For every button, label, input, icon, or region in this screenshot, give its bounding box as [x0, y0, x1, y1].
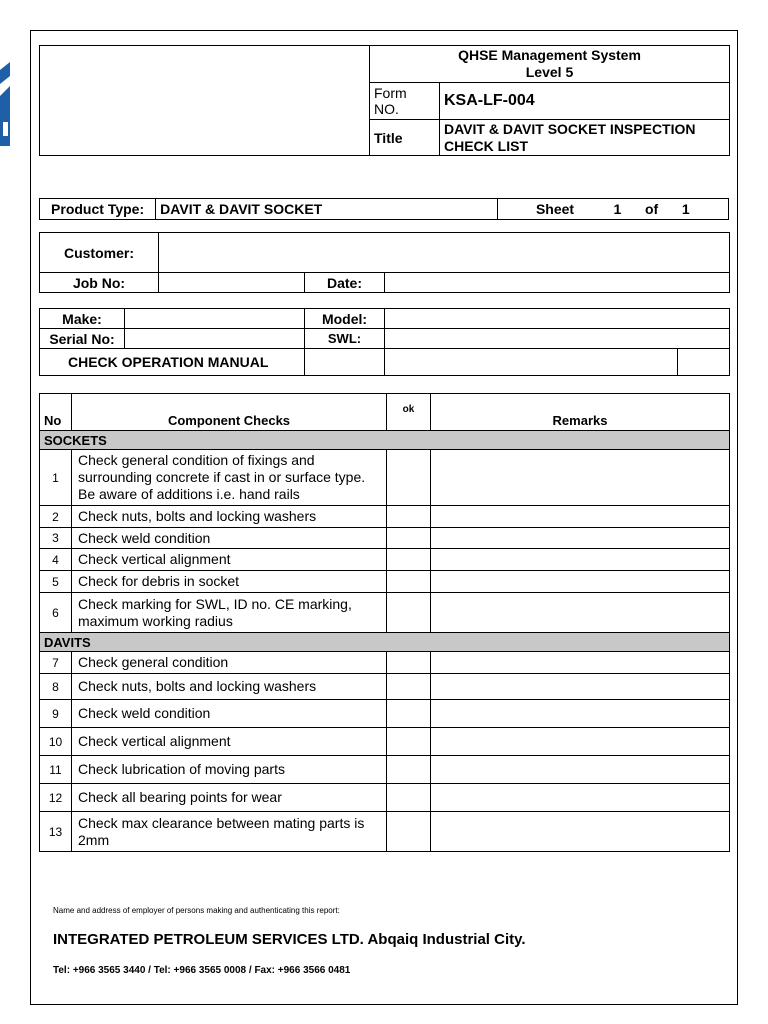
col-ok-header: ok — [387, 394, 431, 431]
swl-label: SWL: — [305, 329, 385, 349]
remarks-cell[interactable] — [431, 674, 730, 700]
header-table — [39, 45, 730, 156]
model-label: Model: — [305, 309, 385, 329]
company-logo-icon — [0, 62, 10, 146]
table-row: 11 Check lubrication of moving parts — [40, 756, 730, 784]
manual-ok-field[interactable] — [305, 349, 385, 376]
job-no-field[interactable] — [159, 273, 305, 293]
customer-label: Customer: — [40, 233, 159, 273]
ok-cell[interactable] — [387, 756, 431, 784]
ok-cell[interactable] — [387, 728, 431, 756]
ok-cell[interactable] — [387, 812, 431, 852]
table-row: 8 Check nuts, bolts and locking washers — [40, 674, 730, 700]
model-field[interactable] — [385, 309, 730, 329]
manual-extra-field[interactable] — [678, 349, 730, 376]
table-row: 12 Check all bearing points for wear — [40, 784, 730, 812]
checklist-table — [39, 393, 730, 852]
ok-cell[interactable] — [387, 549, 431, 571]
table-row: 3 Check weld condition — [40, 528, 730, 549]
swl-field[interactable] — [385, 329, 730, 349]
remarks-cell[interactable] — [431, 506, 730, 528]
table-row: 10 Check vertical alignment — [40, 728, 730, 756]
section-header-davits: DAVITS — [40, 633, 730, 652]
remarks-cell[interactable] — [431, 571, 730, 593]
table-row: 9 Check weld condition — [40, 700, 730, 728]
ok-cell[interactable] — [387, 571, 431, 593]
col-checks-header: Component Checks — [72, 394, 387, 431]
form-no-value: KSA-LF-004 — [440, 83, 730, 120]
remarks-cell[interactable] — [431, 652, 730, 674]
make-label: Make: — [40, 309, 125, 329]
serial-no-field[interactable] — [125, 329, 305, 349]
company-name: INTEGRATED PETROLEUM SERVICES LTD. Abqaiq Industrial City. — [53, 931, 526, 948]
remarks-cell[interactable] — [431, 812, 730, 852]
remarks-cell[interactable] — [431, 593, 730, 633]
manual-remarks-field[interactable] — [385, 349, 678, 376]
customer-field[interactable] — [159, 233, 730, 273]
remarks-cell[interactable] — [431, 700, 730, 728]
remarks-cell[interactable] — [431, 549, 730, 571]
product-type-label: Product Type: — [40, 199, 156, 220]
job-no-label: Job No: — [40, 273, 159, 293]
equipment-table — [39, 308, 730, 376]
table-row: 4 Check vertical alignment — [40, 549, 730, 571]
customer-table — [39, 232, 730, 293]
system-level: QHSE Management System Level 5 — [370, 46, 730, 83]
table-row: 2 Check nuts, bolts and locking washers — [40, 506, 730, 528]
table-row: 6 Check marking for SWL, ID no. CE marking, maximum working radius — [40, 593, 730, 633]
col-no-header: No — [40, 394, 72, 431]
ok-cell[interactable] — [387, 528, 431, 549]
product-type-value[interactable]: DAVIT & DAVIT SOCKET — [156, 199, 497, 220]
ok-cell[interactable] — [387, 593, 431, 633]
title-value: DAVIT & DAVIT SOCKET INSPECTION CHECK LIST — [440, 120, 730, 156]
remarks-cell[interactable] — [431, 728, 730, 756]
ok-cell[interactable] — [387, 674, 431, 700]
employer-note: Name and address of employer of persons making and authenticating this report: — [53, 906, 340, 915]
table-row: 13 Check max clearance between mating parts is 2mm — [40, 812, 730, 852]
table-row: 7 Check general condition — [40, 652, 730, 674]
table-row: 5 Check for debris in socket — [40, 571, 730, 593]
contact-details: Tel: +966 3565 3440 / Tel: +966 3565 0008 / Fax: +966 3566 0481 — [53, 965, 351, 976]
remarks-cell[interactable] — [431, 528, 730, 549]
form-no-label: Form NO. — [370, 83, 440, 120]
sheet-indicator: Sheet 1 of 1 — [497, 199, 728, 220]
product-type-table — [39, 198, 729, 220]
date-label: Date: — [305, 273, 385, 293]
form-page — [30, 30, 738, 1005]
ok-cell[interactable] — [387, 450, 431, 506]
logo-area — [40, 46, 370, 156]
remarks-cell[interactable] — [431, 450, 730, 506]
remarks-cell[interactable] — [431, 784, 730, 812]
table-row: 1 Check general condition of fixings and surrounding concrete if cast in or surface type. Be aware of additions i.e. hand rails — [40, 450, 730, 506]
col-remarks-header: Remarks — [431, 394, 730, 431]
make-field[interactable] — [125, 309, 305, 329]
ok-cell[interactable] — [387, 784, 431, 812]
remarks-cell[interactable] — [431, 756, 730, 784]
check-operation-manual-label: CHECK OPERATION MANUAL — [40, 349, 305, 376]
section-header-sockets: SOCKETS — [40, 431, 730, 450]
title-label: Title — [370, 120, 440, 156]
date-field[interactable] — [385, 273, 730, 293]
ok-cell[interactable] — [387, 506, 431, 528]
ok-cell[interactable] — [387, 652, 431, 674]
ok-cell[interactable] — [387, 700, 431, 728]
serial-no-label: Serial No: — [40, 329, 125, 349]
